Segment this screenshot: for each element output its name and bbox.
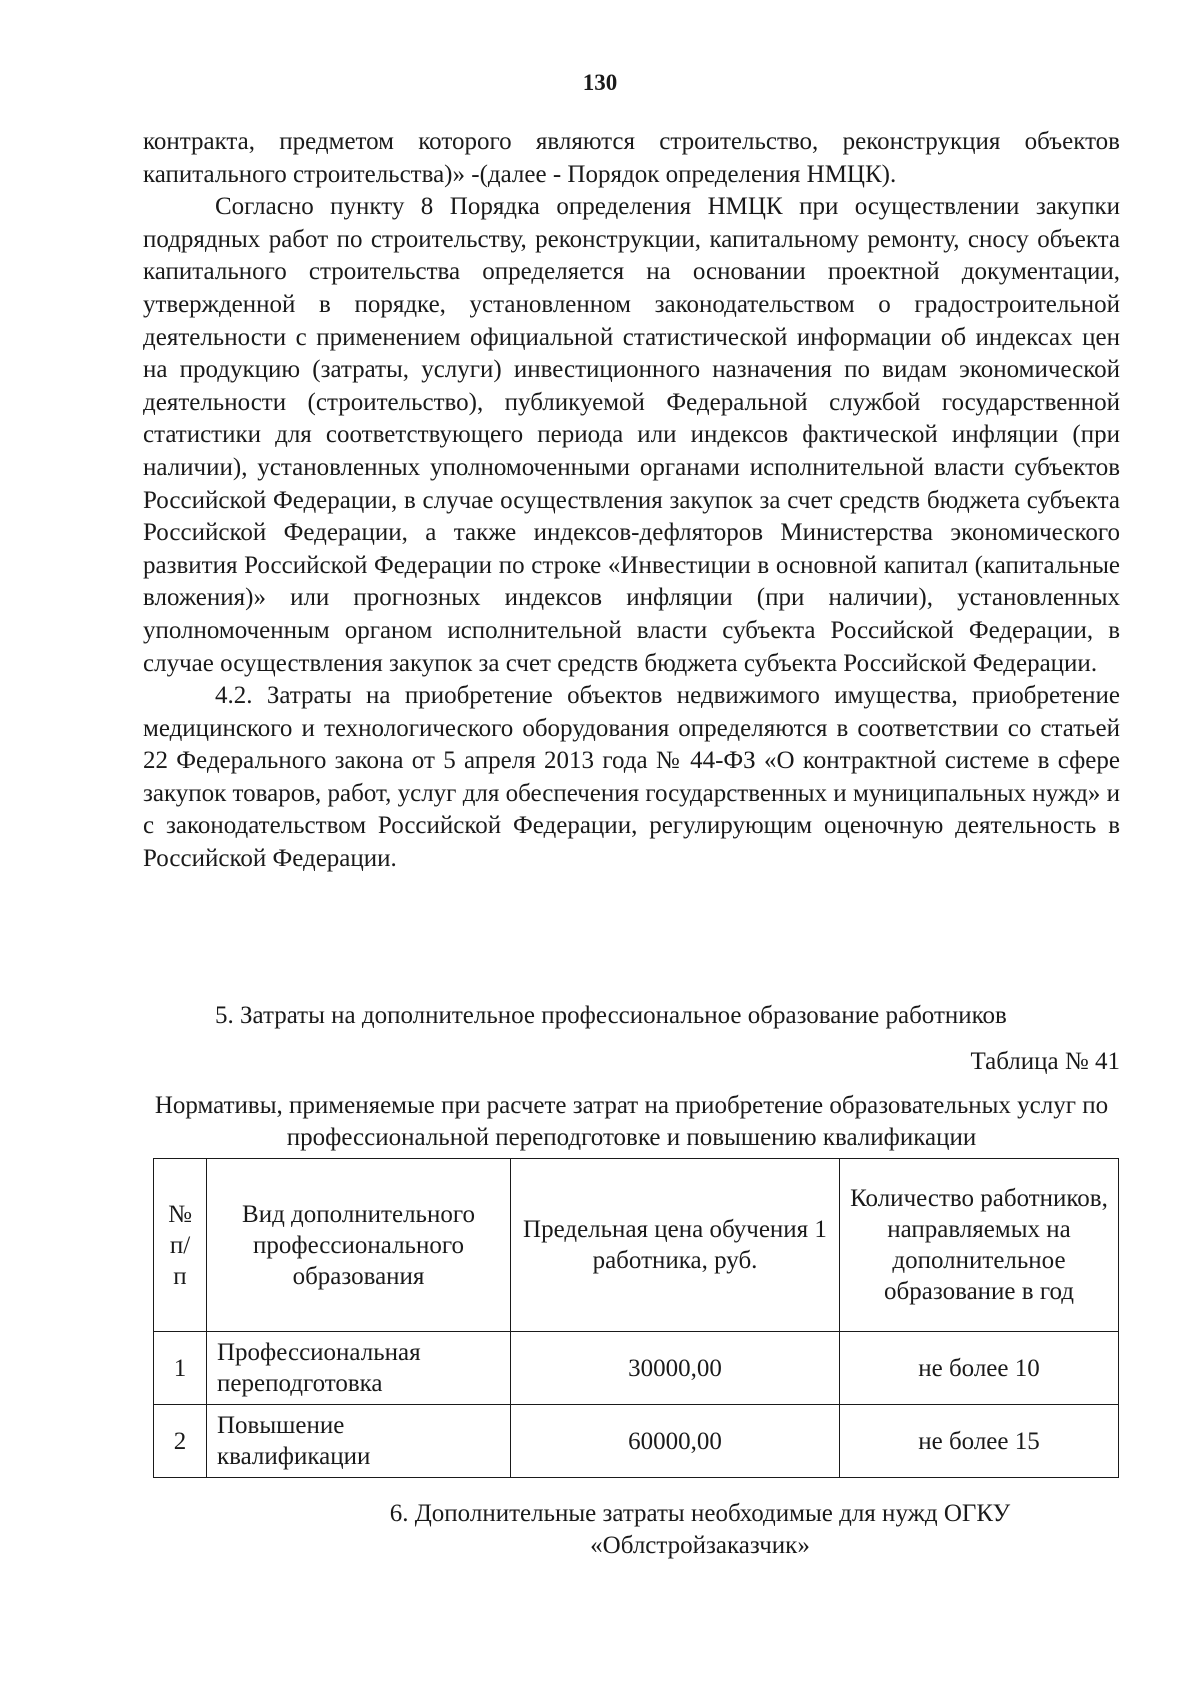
row-employee-count: не более 10: [840, 1332, 1119, 1405]
row-max-price: 30000,00: [511, 1332, 840, 1405]
row-number: 1: [154, 1332, 207, 1405]
header-education-type: Вид дополнительного профессионального образования: [207, 1159, 511, 1332]
body-text: [143, 126, 1120, 876]
row-max-price: 60000,00: [511, 1405, 840, 1478]
table-label: Таблица № 41: [970, 1048, 1120, 1075]
norms-table: [153, 1158, 1119, 1478]
row-education-type: Профессиональная переподготовка: [207, 1332, 511, 1405]
section-5-heading: 5. Затраты на дополнительное профессиональное образование работников: [215, 1002, 1007, 1029]
section-6-heading-line-1: 6. Дополнительные затраты необходимые для нужд ОГКУ: [389, 1500, 1011, 1527]
paragraph-4-2: 4.2. Затраты на приобретение объектов недвижимого имущества, приобретение медицинского и технологического оборудования определяются в соответствии со статьей 22 Федерального закона от 5 апреля 2013 года № 44-ФЗ «О контрактной системе в сфере закупок товаров, работ, услуг для обеспечения государственных и муниципальных нужд» и с законодательством Российской Федерации, регулирующим оценочную деятельность в Российской Федерации.: [143, 682, 1120, 873]
row-education-type: Повышение квалификации: [207, 1405, 511, 1478]
paragraph-nmck-point-8: Согласно пункту 8 Порядка определения НМЦК при осуществлении закупки подрядных работ по строительству, реконструкции, капитальному ремонту, сносу объекта капитального строительства определяется на основании проектной документации, утвержденной в порядке, установленном законодательством о градостроительной деятельности с применением официальной статистической информации об индексах цен на продукцию (затраты, услуги) инвестиционного назначения по видам экономической деятельности (строительство), публикуемой Федеральной службой государственной статистики для соответствующего периода или индексов фактической инфляции (при наличии), установленных уполномоченными органами исполнительной власти субъектов Российской Федерации, в случае осуществления закупок за счет средств бюджета субъекта Российской Федерации, а также индексов-дефляторов Министерства экономического развития Российской Федерации по строке «Инвестиции в основной капитал (капитальные вложения)» или прогнозных индексов инфляции (при наличии), установленных уполномоченным органом исполнительной власти субъекта Российской Федерации, в случае осуществления закупок за счет средств бюджета субъекта Российской Федерации.: [143, 193, 1120, 677]
page-number: 130: [582, 70, 618, 95]
row-number: 2: [154, 1405, 207, 1478]
table-caption: Нормативы, применяемые при расчете затрат на приобретение образовательных услуг по профессиональной переподготовке и повышению квалификации: [154, 1092, 1109, 1151]
row-employee-count: не более 15: [840, 1405, 1119, 1478]
table-header-row: [154, 1159, 1119, 1332]
header-max-price: Предельная цена обучения 1 работника, руб.: [511, 1159, 840, 1332]
paragraph-contract-continuation: контракта, предметом которого являются строительство, реконструкция объектов капитального строительства)» -(далее - Порядок определения НМЦК).: [143, 128, 1120, 188]
table-row: [154, 1332, 1119, 1405]
section-6-heading: [330, 1498, 1070, 1562]
table-row: [154, 1405, 1119, 1478]
header-number: № п/п: [154, 1159, 207, 1332]
header-employee-count: Количество работников, направляемых на дополнительное образование в год: [840, 1159, 1119, 1332]
section-6-heading-line-2: «Облстройзаказчик»: [590, 1532, 810, 1559]
